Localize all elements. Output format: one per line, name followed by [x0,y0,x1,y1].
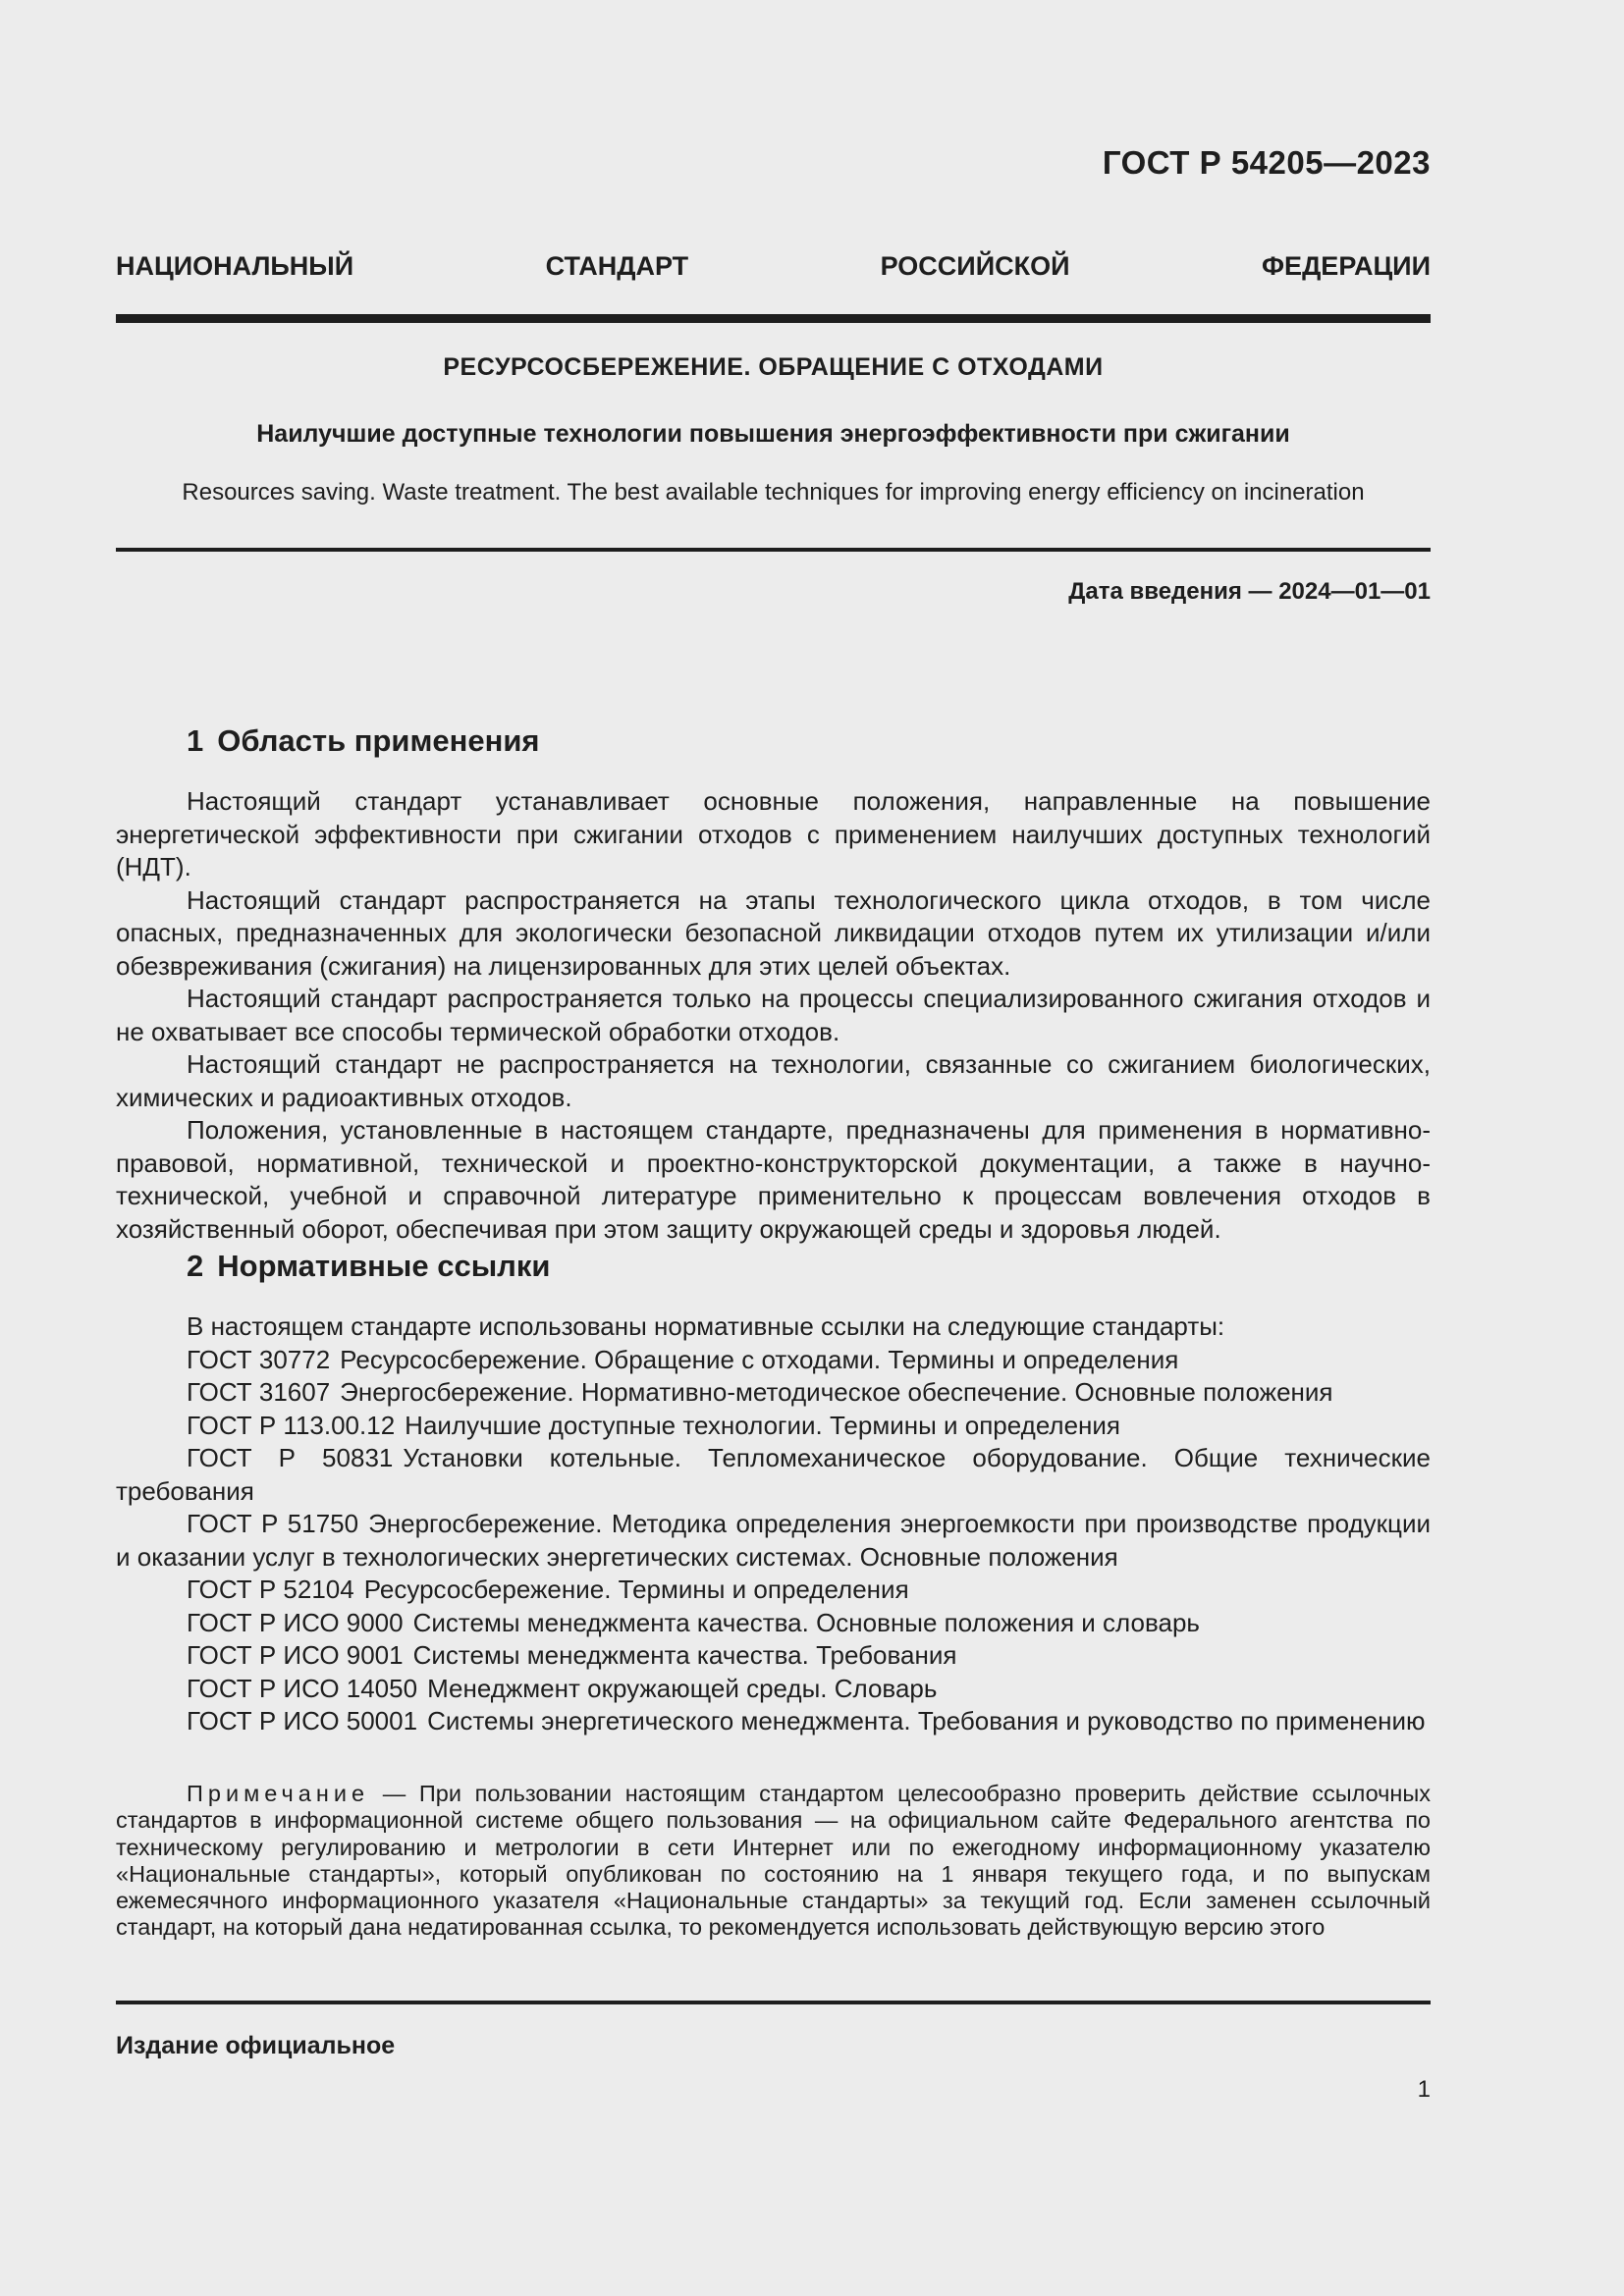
section-1-body [116,785,1431,1246]
note-paragraph [116,1781,1431,1942]
reference-code: ГОСТ Р ИСО 14050 [187,1673,418,1703]
note-text: — При пользовании настоящим стандартом целесообразно проверить действие ссылочных стандартов в информационной системе общего пользования — на официальном сайте Федерального агентства по техническому регулированию и метрологии в сети Интернет или по ежегодному информационному указателю «Национальные стандарты», который опубликован по состоянию на 1 января текущего года, и по выпускам ежемесячного информационного указателя «Национальные стандарты» за текущий год. Если заменен ссылочный стандарт, на который дана недатированная ссылка, то рекомендуется использовать действующую версию этого [116,1781,1431,1941]
header-divider [116,314,1431,323]
banner-word: РОССИЙСКОЙ [880,251,1070,281]
reference-item [116,1607,1431,1640]
reference-item [116,1639,1431,1673]
document-number: ГОСТ Р 54205—2023 [1102,144,1431,181]
reference-item [116,1376,1431,1410]
references-intro: В настоящем стандарте использованы нормативные ссылки на следующие стандарты: [187,1311,1225,1341]
note-label: Примечание [187,1781,370,1806]
reference-item [116,1673,1431,1706]
banner-word: НАЦИОНАЛЬНЫЙ [116,251,354,281]
reference-title: Установки котельные. Тепломеханическое оборудование. Общие технические требования [116,1443,1431,1506]
reference-title: Системы энергетического менеджмента. Требования и руководство по применению [427,1706,1426,1735]
reference-code: ГОСТ Р ИСО 9001 [187,1640,404,1670]
reference-title: Наилучшие доступные технологии. Термины и определения [405,1410,1121,1440]
section-number: 1 [187,723,204,758]
paragraph: Настоящий стандарт устанавливает основные положения, направленные на повышение энергетической эффективности при сжигании отходов с применением наилучших доступных технологий (НДТ). [116,786,1431,881]
reference-title: Энергосбережение. Нормативно-методическое обеспечение. Основные положения [340,1377,1333,1407]
paragraph: Положения, установленные в настоящем стандарте, предназначены для применения в нормативно-правовой, нормативной, технической и проектно-конструкторской документации, а также в научно-технической, учебной и справочной литературе применительно к процессам вовлечения отходов в хозяйственный оборот, обеспечивая при этом защиту окружающей среды и здоровья людей. [116,1115,1431,1244]
official-edition-label: Издание официальное [116,2032,396,2059]
document-title: РЕСУРСОСБЕРЕЖЕНИЕ. ОБРАЩЕНИЕ С ОТХОДАМИ [443,353,1104,381]
paragraph: Настоящий стандарт не распространяется на технологии, связанные со сжиганием биологических, химических и радиоактивных отходов. [116,1049,1431,1112]
section-title: Область применения [217,723,540,758]
section-2-heading [187,1249,550,1284]
reference-item [116,1574,1431,1607]
introduction-date: Дата введения — 2024—01—01 [1068,578,1431,605]
reference-code: ГОСТ Р 50831 [187,1443,394,1472]
reference-item [116,1705,1431,1738]
footer-divider [116,2001,1431,2004]
reference-title: Системы менеджмента качества. Требования [412,1640,957,1670]
reference-item [116,1508,1431,1574]
title-divider [116,548,1431,552]
reference-title: Ресурсосбережение. Термины и определения [363,1575,909,1604]
reference-item [116,1442,1431,1508]
banner-word: СТАНДАРТ [545,251,689,281]
section-title: Нормативные ссылки [217,1249,551,1283]
paragraph: Настоящий стандарт распространяется на этапы технологического цикла отходов, в том числе опасных, предназначенных для экологически безопасной ликвидации отходов путем их утилизации и/или обезвреживания (сжигания) на лицензированных для этих целей объектах. [116,884,1431,981]
reference-item [116,1410,1431,1443]
banner-word: ФЕДЕРАЦИИ [1262,251,1431,281]
reference-code: ГОСТ Р ИСО 9000 [187,1607,404,1637]
reference-title: Энергосбережение. Методика определения энергоемкости при производстве продукции и оказании услуг в технологических энергетических системах. Основные положения [116,1509,1431,1572]
page-number: 1 [1417,2076,1431,2103]
reference-code: ГОСТ 31607 [187,1377,331,1407]
standard-banner [116,251,1431,282]
english-title: Resources saving. Waste treatment. The best available techniques for improving energy efficiency on incineration [182,479,1365,506]
reference-code: ГОСТ Р 52104 [187,1575,354,1604]
references-list [116,1310,1431,1738]
reference-item [116,1344,1431,1377]
reference-code: ГОСТ Р ИСО 50001 [187,1706,418,1735]
reference-code: ГОСТ Р 113.00.12 [187,1410,396,1440]
document-page [116,0,1431,2296]
reference-title: Менеджмент окружающей среды. Словарь [427,1673,938,1703]
paragraph: Настоящий стандарт распространяется только на процессы специализированного сжигания отходов и не охватывает все способы термической обработки отходов. [116,984,1431,1046]
section-1-heading [187,723,540,759]
document-subtitle: Наилучшие доступные технологии повышения энергоэффективности при сжигании [256,420,1290,448]
reference-code: ГОСТ 30772 [187,1344,331,1374]
reference-code: ГОСТ Р 51750 [187,1509,359,1538]
reference-title: Системы менеджмента качества. Основные положения и словарь [412,1607,1200,1637]
reference-title: Ресурсосбережение. Обращение с отходами. Термины и определения [340,1344,1179,1374]
section-number: 2 [187,1249,204,1283]
